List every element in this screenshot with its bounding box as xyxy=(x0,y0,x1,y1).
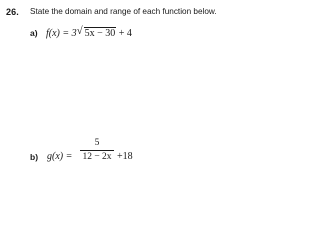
fraction-bar xyxy=(80,150,114,151)
part-a-label: a) xyxy=(30,28,38,38)
part-a-tail: + 4 xyxy=(118,28,132,39)
part-b-numerator: 5 xyxy=(94,138,100,148)
part-a-lhs: f(x) = 3 xyxy=(46,28,77,39)
part-b-lhs: g(x) = xyxy=(47,151,73,162)
part-b-fraction xyxy=(80,138,114,163)
part-a-radicand: 5x − 30 xyxy=(84,28,116,39)
part-b-denominator: 12 − 2x xyxy=(82,152,112,162)
square-root xyxy=(77,27,117,39)
part-b-tail: +18 xyxy=(117,151,133,162)
radical-icon: √ xyxy=(76,25,83,37)
question-prompt: State the domain and range of each function below. xyxy=(30,7,217,16)
part-b-label: b) xyxy=(30,152,39,162)
question-number: 26. xyxy=(6,7,19,17)
part-a-expression xyxy=(46,27,132,39)
